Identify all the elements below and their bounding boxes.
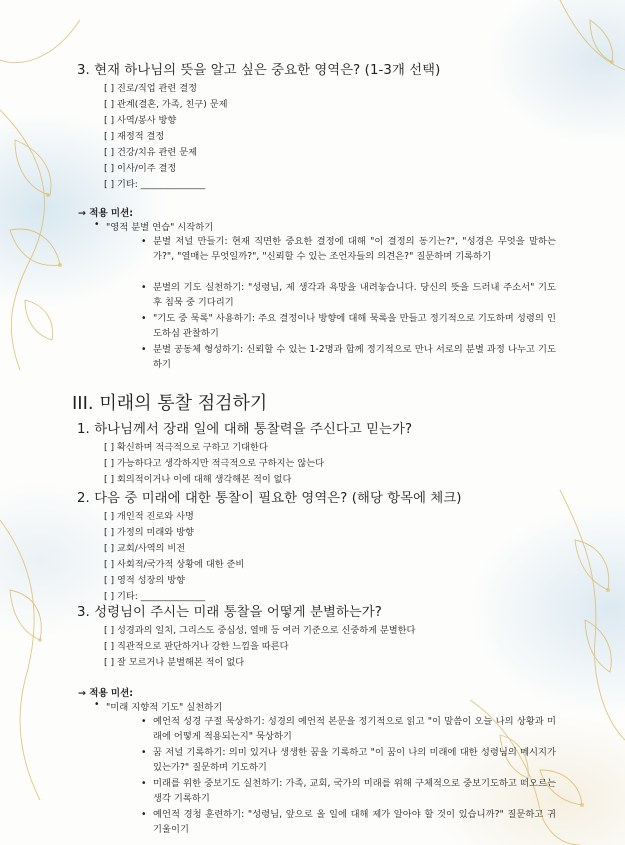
- q3-option-career[interactable]: [ ] 진로/직업 관련 결정: [104, 83, 197, 94]
- s3q1-option-possible[interactable]: [ ] 가능하다고 생각하지만 적극적으로 구하지는 않는다: [104, 458, 324, 469]
- s3q1-option-confident[interactable]: [ ] 확신하며 적극적으로 구하고 기대한다: [104, 442, 268, 453]
- q3-option-ministry[interactable]: [ ] 사역/봉사 방향: [104, 115, 177, 126]
- q3-option-relationship[interactable]: [ ] 관계(결혼, 가족, 친구) 문제: [104, 99, 228, 110]
- s3-question-1-title: 1. 하나님께서 장래 일에 대해 통찰력을 주신다고 믿는가?: [77, 422, 413, 437]
- s3q1-option-skeptical[interactable]: [ ] 회의적이거나 이에 대해 생각해본 적이 없다: [104, 474, 292, 485]
- q3-option-moving[interactable]: [ ] 이사/이주 결정: [104, 163, 177, 174]
- s3q2-option-church[interactable]: [ ] 교회/사역의 비전: [104, 543, 186, 554]
- q3-option-finance[interactable]: [ ] 재정적 결정: [104, 131, 165, 142]
- s3-question-2-title: 2. 다음 중 미래에 대한 통찰이 필요한 영역은? (해당 항목에 체크): [77, 491, 462, 506]
- section-3-title: III. 미래의 통찰 점검하기: [72, 393, 268, 414]
- s3q3-option-unsure[interactable]: [ ] 잘 모르거나 분별해본 적이 없다: [104, 657, 245, 668]
- s3q2-option-personal[interactable]: [ ] 개인적 진로와 사명: [104, 511, 194, 522]
- mission-1-item-list: • "기도 중 묵록" 사용하기: 주요 결정이나 방향에 대해 묵록을 만들고 정기적으로 기도하며 성령의 인도하심 관찰하기: [153, 311, 556, 341]
- q3-option-health[interactable]: [ ] 건강/치유 관련 문제: [104, 147, 197, 158]
- mission-1-main: • "영적 분별 연습" 시작하기: [106, 219, 213, 233]
- s3q3-option-intuitive[interactable]: [ ] 직관적으로 판단하거나 강한 느낌을 따른다: [104, 641, 289, 652]
- mission-1-item-prayer: • 분별의 기도 실천하기: "성령님, 제 생각과 욕망을 내려놓습니다. 당신의 뜻을 드러내 주소서" 기도 후 침묵 중 기다리기: [153, 280, 556, 310]
- question-3-title: 3. 현재 하나님의 뜻을 알고 싶은 중요한 영역은? (1-3개 선택): [77, 63, 441, 78]
- s3q2-option-other[interactable]: [ ] 기타: ______________: [104, 591, 206, 602]
- mission-1-item-journal: • 분별 저널 만들기: 현재 직면한 중요한 결정에 대해 "이 결정의 동기는?", "성경은 무엇을 말하는가?", "열매는 무엇일까?", "신뢰할 수 있는 조언자들의 의견은?" 질문하며 기록하기: [153, 234, 556, 264]
- s3-question-3-title: 3. 성령님이 주시는 미래 통찰을 어떻게 분별하는가?: [77, 605, 382, 620]
- mission-2-item-listening: • 예언적 경청 훈련하기: "성령님, 앞으로 올 일에 대해 제가 알아야 할 것이 있습니까?" 질문하고 귀 기울이기: [153, 807, 556, 837]
- s3q3-option-careful[interactable]: [ ] 성경과의 일치, 그리스도 중심성, 열매 등 여러 기준으로 신중하게 분별한다: [104, 625, 416, 636]
- q3-option-other[interactable]: [ ] 기타: ______________: [104, 179, 206, 190]
- mission-2-item-scripture: • 예언적 성경 구절 묵상하기: 성경의 예언적 본문을 정기적으로 읽고 "이 말씀이 오늘 나의 상황과 미래에 어떻게 적용되는지" 묵상하기: [153, 714, 556, 744]
- s3q2-option-spiritual[interactable]: [ ] 영적 성장의 방향: [104, 575, 185, 586]
- mission-2-label: → 적용 미션:: [78, 688, 134, 699]
- mission-1-label: → 적용 미션:: [78, 208, 134, 219]
- s3q2-option-family[interactable]: [ ] 가정의 미래와 방향: [104, 527, 194, 538]
- s3q2-option-society[interactable]: [ ] 사회적/국가적 상황에 대한 준비: [104, 559, 245, 570]
- mission-2-item-dream: • 꿈 저널 기록하기: 의미 있거나 생생한 꿈을 기록하고 "이 꿈이 나의 미래에 대한 성령님의 메시지가 있는가?" 질문하며 기도하기: [153, 745, 556, 775]
- mission-2-item-intercession: • 미래를 위한 중보기도 실천하기: 가족, 교회, 국가의 미래를 위해 구체적으로 중보기도하고 떠오르는 생각 기록하기: [153, 776, 556, 806]
- mission-1-item-community: • 분별 공동체 형성하기: 신뢰할 수 있는 1-2명과 함께 정기적으로 만나 서로의 분별 과정 나누고 기도하기: [153, 342, 556, 372]
- mission-2-main: • "미래 지향적 기도" 실천하기: [106, 699, 222, 713]
